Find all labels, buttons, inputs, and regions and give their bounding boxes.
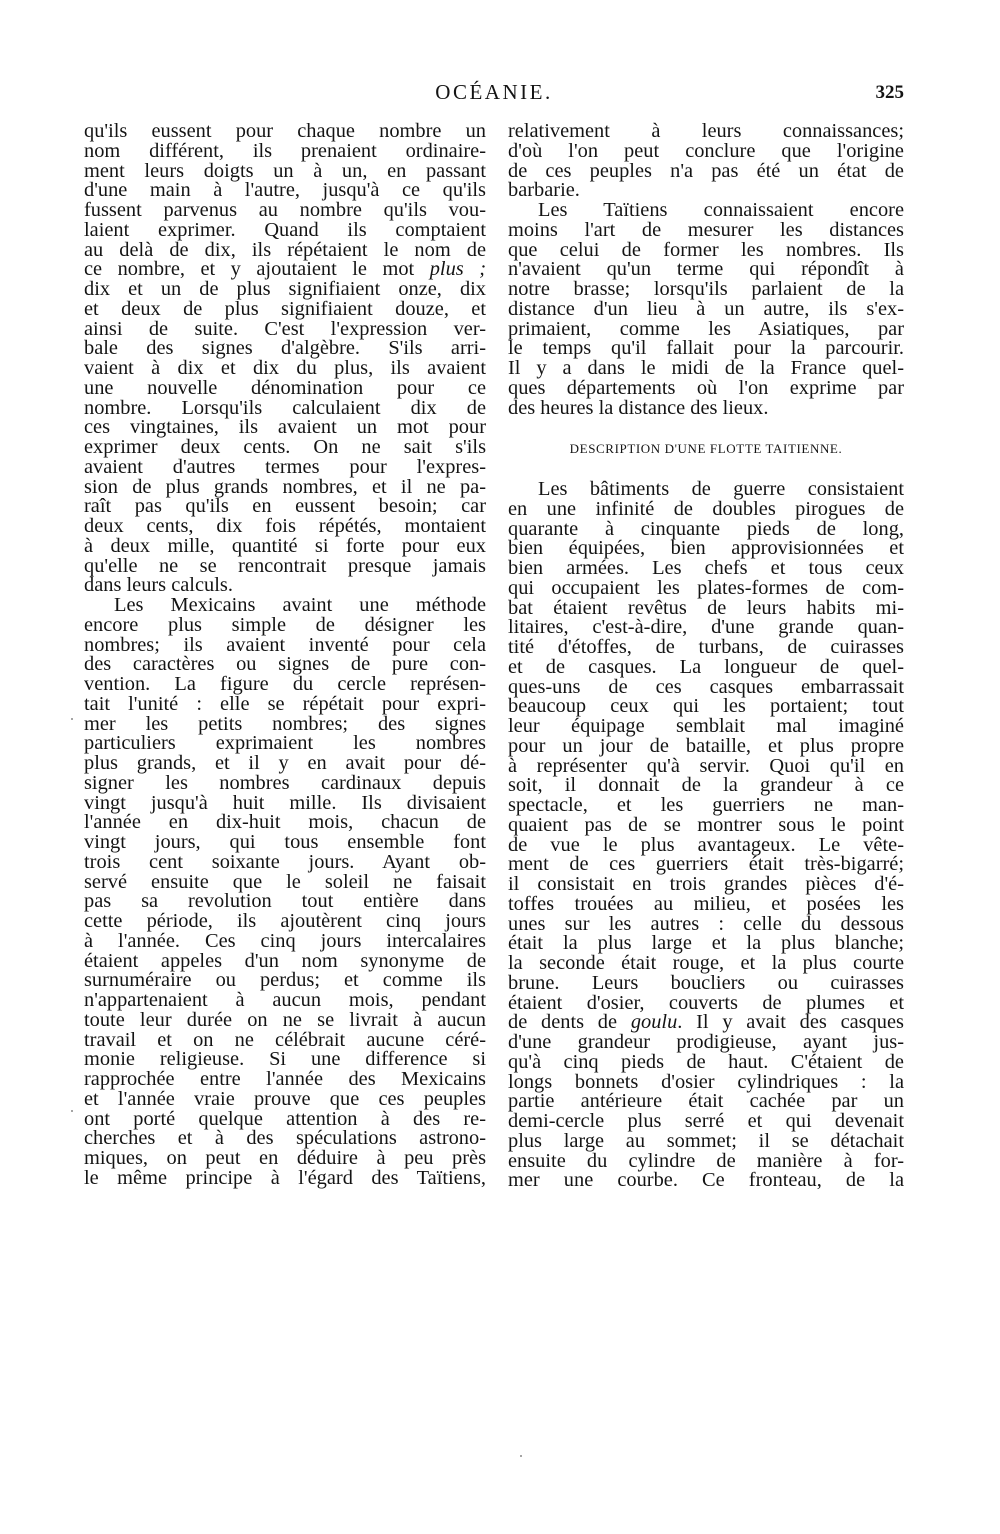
text-line: mer les petits nombres; des signes [84, 712, 486, 735]
text-line: nombre. Lorsqu'ils calculaient dix de [84, 396, 486, 419]
text-line: plus grands, et il y en avait pour dé- [84, 752, 486, 774]
text-line: signer les nombres cardinaux depuis [84, 771, 486, 794]
text-line: le même principe à l'égard des Taïtiens, [84, 1166, 486, 1189]
section-heading: DESCRIPTION D'UNE FLOTTE TAITIENNE. [569, 441, 843, 457]
page-header [84, 80, 904, 108]
scan-speck [520, 1455, 522, 1457]
text-line: partie antérieure était cachée par un [508, 1090, 904, 1113]
text-line: vingt jusqu'à huit mille. Ils divisaient [84, 791, 486, 814]
text-line: dans leurs calculs. [84, 574, 233, 597]
text-line: de ces peuples n'a pas été un état de [508, 159, 904, 182]
text-line: de dents de goulu. Il y avait des casques [508, 1011, 904, 1034]
text-line: ce nombre, et y ajoutaient le mot plus ; [84, 258, 486, 281]
text-line: ques-uns de ces casques embarrassait [508, 675, 904, 698]
text-line: des heures la distance des lieux. [508, 396, 769, 419]
text-line: unes sur les autres : celle du dessous [508, 912, 904, 935]
text-line: étaient appeles d'un nom synonyme de [84, 949, 486, 972]
text-line: qu'elle ne se rencontrait presque jamais [84, 554, 486, 577]
text-line: à représenter qu'à servir. Quoi qu'il en [508, 754, 904, 777]
text-line: Il y a dans le midi de la France quel- [508, 357, 904, 379]
text-line: d'une grandeur prodigieuse, ayant jus- [508, 1031, 904, 1053]
text-line: cette période, ils ajoutèrent cinq jours [84, 910, 486, 932]
text-line: beaucoup ceux qui les portaient; tout [508, 695, 904, 718]
paragraph [84, 596, 486, 1189]
page-number: 325 [875, 82, 904, 103]
text-line: et l'année vraie prouve que ces peuples [84, 1087, 486, 1110]
text-line: ces vingtaines, ils avaient un mot pour [84, 416, 486, 439]
text-line: il consistait en trois grandes pièces d'é- [508, 873, 904, 895]
text-line: n'appartenaient à aucun mois, pendant [84, 989, 486, 1011]
text-line: mer une courbe. Ce fronteau, de la [508, 1169, 904, 1192]
text-line: qui occupaient les plates-formes de com- [508, 576, 904, 599]
text-line: Les bâtiments de guerre consistaient [538, 478, 904, 500]
text-line: bien équipées, bien approvisionnées et [508, 537, 904, 560]
text-line: pas sa revolution tout entière dans [84, 890, 486, 913]
text-line: qu'ils eussent pour chaque nombre un [84, 120, 486, 142]
text-line: de vue le plus avantageux. Le vête- [508, 833, 904, 856]
text-line: moins l'art de mesurer les distances [508, 218, 904, 241]
text-line: avaient d'autres termes pour l'expres- [84, 455, 486, 478]
text-line: servé ensuite que le soleil ne faisait [84, 870, 486, 893]
text-line: le temps qu'il fallait pour la parcourir. [508, 337, 904, 360]
text-line: à l'année. Ces cinq jours intercalaires [84, 929, 486, 952]
text-line: particuliers exprimaient les nombres [84, 732, 486, 755]
text-line: ment leurs doigts un à un, en passant [84, 159, 486, 182]
text-line: miques, on peut en déduire à peu près [84, 1147, 486, 1169]
text-line: encore plus simple de désigner les [84, 613, 486, 636]
text-line: litaires, c'est-à-dire, d'une grande quan- [508, 616, 904, 639]
text-line: travail et on ne célébrait aucune céré- [84, 1028, 486, 1051]
text-line: d'où l'on peut conclure que l'origine [508, 139, 904, 162]
paragraph [508, 480, 904, 1191]
text-line: toute leur durée on ne se livrait à aucun [84, 1008, 486, 1031]
text-line: rapprochée entre l'année des Mexicains [84, 1068, 486, 1090]
text-line: leur équipage semblait mal imaginé [508, 715, 904, 737]
right-column [508, 122, 904, 1191]
text-line: Les Mexicains avaint une méthode [114, 594, 486, 616]
text-line: et deux de plus signifiaient douze, et [84, 297, 486, 320]
text-line: relativement à leurs connaissances; [508, 120, 904, 142]
text-line: dix et un de plus signifiaient onze, dix [84, 278, 486, 300]
text-line: n'avaient qu'un terme qui répondît à [508, 258, 904, 281]
text-line: vingt jours, qui tous ensemble font [84, 831, 486, 853]
paragraph [84, 122, 486, 596]
text-line: ainsi de suite. C'est l'expression ver- [84, 317, 486, 340]
text-line: Les Taïtiens connaissaient encore [538, 199, 904, 221]
text-line: était la plus large et la plus blanche; [508, 932, 904, 955]
italic-term: plus ; [429, 258, 486, 281]
text-line: plus large au sommet; il se détachait [508, 1129, 904, 1152]
text-line: primaient, comme les Asiatiques, par [508, 317, 904, 340]
text-line: une nouvelle dénomination pour ce [84, 376, 486, 399]
text-line: notre brasse; lorsqu'ils parlaient de la [508, 278, 904, 300]
text-line: des caractères ou signes de pure con- [84, 653, 486, 676]
text-line: surnuméraire ou perdus; et comme ils [84, 969, 486, 992]
text-line: à deux mille, quantité si forte pour eux [84, 534, 486, 557]
scan-speck [71, 718, 73, 720]
text-line: raît pas qu'ils en eussent besoin; car [84, 495, 486, 518]
text-line: laient exprimer. Quand ils comptaient [84, 218, 486, 241]
text-line: la seconde était rouge, et la plus courte [508, 952, 904, 974]
text-line: étaient d'osier, couverts de plumes et [508, 991, 904, 1014]
text-line: quarante à cinquante pieds de long, [508, 517, 904, 540]
text-line: vaient à dix et dix du plus, ils avaient [84, 357, 486, 379]
scan-speck [71, 1110, 73, 1112]
text-line: monie religieuse. Si une difference si [84, 1048, 486, 1071]
text-line: spectacle, et les guerriers ne man- [508, 794, 904, 816]
text-line: d'une main à l'autre, jusqu'à ce qu'ils [84, 179, 486, 202]
text-line: et de casques. La longueur de quel- [508, 655, 904, 678]
text-line: quaient pas de se montrer sous le point [508, 813, 904, 836]
text-line: fussent parvenus au nombre qu'ils vou- [84, 199, 486, 221]
text-line: cherches et à des spéculations astrono- [84, 1127, 486, 1150]
text-line: ensuite du cylindre de manière à for- [508, 1149, 904, 1172]
text-line: deux cents, dix fois répétés, montaient [84, 515, 486, 537]
text-line: sion de plus grands nombres, et il ne pa- [84, 475, 486, 498]
text-line: l'année en dix-huit mois, chacun de [84, 811, 486, 834]
text-line: pour un jour de bataille, et plus propre [508, 734, 904, 757]
text-line: bale des signes d'algèbre. S'ils arri- [84, 337, 486, 360]
text-line: ques départements où l'on exprime par [508, 376, 904, 399]
text-line: demi-cercle plus serré et qui devenait [508, 1110, 904, 1132]
text-line: bat étaient revêtus de leurs habits mi- [508, 596, 904, 619]
text-line: bien armées. Les chefs et tous ceux [508, 557, 904, 579]
text-line: vention. La figure du cercle représen- [84, 673, 486, 695]
text-line: tait l'unité : elle se répétait pour expri- [84, 692, 486, 715]
text-line: barbarie. [508, 179, 580, 202]
paragraph [508, 122, 904, 201]
text-line: nombres; ils avaient inventé pour cela [84, 633, 486, 656]
text-line: brune. Leurs boucliers ou cuirasses [508, 971, 904, 994]
text-line: distance d'un lieu à un autre, ils s'ex- [508, 297, 904, 320]
text-line: toffes trouées au milieu, et posées les [508, 892, 904, 915]
left-column [84, 122, 486, 1189]
text-line: ont porté quelque attention à des re- [84, 1107, 486, 1130]
text-line: tité d'étoffes, de turbans, de cuirasses [508, 636, 904, 658]
text-line: trois cent soixante jours. Ayant ob- [84, 850, 486, 873]
italic-term: goulu [630, 1011, 678, 1034]
paragraph [508, 201, 904, 418]
text-line: que celui de former les nombres. Ils [508, 238, 904, 261]
text-line: longs bonnets d'osier cylindriques : la [508, 1070, 904, 1093]
text-line: ment de ces guerriers était très-bigarré; [508, 853, 904, 876]
running-title: OCÉANIE. [435, 80, 553, 104]
text-line: nom différent, ils prenaient ordinaire- [84, 139, 486, 162]
text-line: soit, il donnait de la grandeur à ce [508, 774, 904, 797]
text-line: qu'à cinq pieds de haut. C'étaient de [508, 1050, 904, 1073]
text-line: au delà de dix, ils répétaient le nom de [84, 238, 486, 261]
text-line: en une infinité de doubles pirogues de [508, 497, 904, 520]
text-line: exprimer deux cents. On ne sait s'ils [84, 436, 486, 458]
